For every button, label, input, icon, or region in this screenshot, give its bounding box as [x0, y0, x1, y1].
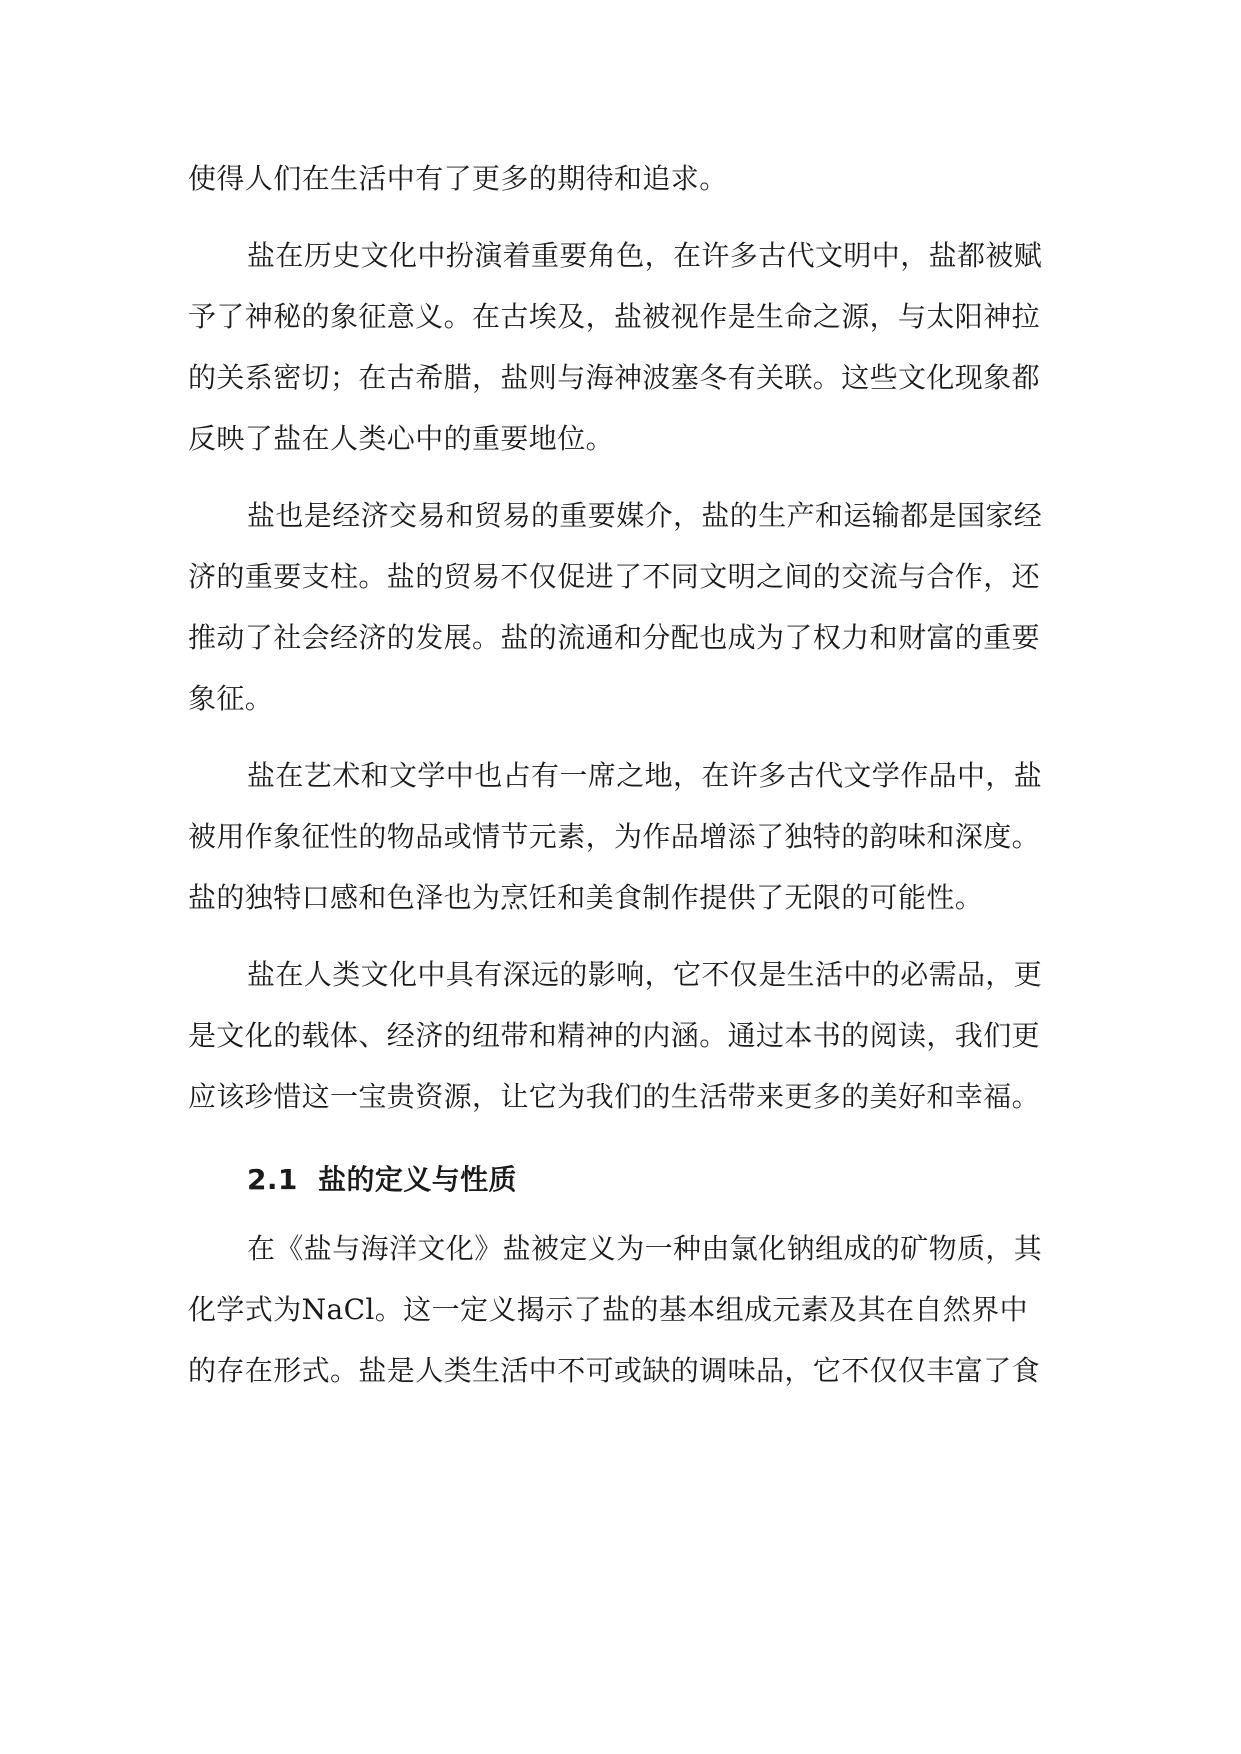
- paragraph-art-literature: [188, 745, 1058, 928]
- text-line: 盐在历史文化中扮演着重要角色，在许多古代文明中，盐都被赋: [247, 239, 1043, 272]
- paragraph-history: [188, 225, 1058, 469]
- text-line: 反映了盐在人类心中的重要地位。: [188, 422, 615, 455]
- text-line: 推动了社会经济的发展。盐的流通和分配也成为了权力和财富的重要: [188, 621, 1041, 654]
- text-line: 盐的独特口感和色泽也为烹饪和美食制作提供了无限的可能性。: [188, 881, 984, 914]
- section-title: 盐的定义与性质: [318, 1163, 517, 1196]
- paragraph-economy: [188, 485, 1058, 729]
- text-line: 盐在人类文化中具有深远的影响，它不仅是生活中的必需品，更: [247, 958, 1043, 991]
- text-line: 象征。: [188, 682, 274, 715]
- text-line: 化学式为NaCl。这一定义揭示了盐的基本组成元素及其在自然界中: [188, 1293, 1028, 1326]
- text-line: 济的重要支柱。盐的贸易不仅促进了不同文明之间的交流与合作，还: [188, 560, 1041, 593]
- text-line: 被用作象征性的物品或情节元素，为作品增添了独特的韵味和深度。: [188, 820, 1041, 853]
- paragraph-conclusion: [188, 944, 1058, 1127]
- page-body: [188, 148, 1058, 1401]
- paragraph-gap: [188, 209, 1058, 225]
- text-line: 应该珍惜这一宝贵资源，让它为我们的生活带来更多的美好和幸福。: [188, 1080, 1041, 1113]
- heading-gap: [188, 1127, 1058, 1149]
- paragraph-definition: [188, 1218, 1058, 1401]
- heading-gap: [188, 1210, 1058, 1218]
- text-line: 的关系密切；在古希腊，盐则与海神波塞冬有关联。这些文化现象都: [188, 361, 1041, 394]
- section-number: 2.1: [247, 1163, 298, 1196]
- paragraph-gap: [188, 928, 1058, 944]
- text-line: 盐也是经济交易和贸易的重要媒介，盐的生产和运输都是国家经: [247, 499, 1043, 532]
- text-line: 予了神秘的象征意义。在古埃及，盐被视作是生命之源，与太阳神拉: [188, 300, 1041, 333]
- text-line: 的存在形式。盐是人类生活中不可或缺的调味品，它不仅仅丰富了食: [188, 1354, 1041, 1387]
- section-heading: [188, 1149, 1058, 1210]
- paragraph-gap: [188, 469, 1058, 485]
- paragraph-continuation: [188, 148, 1058, 209]
- text-line: 盐在艺术和文学中也占有一席之地，在许多古代文学作品中，盐: [247, 759, 1043, 792]
- text-line: 使得人们在生活中有了更多的期待和追求。: [188, 162, 728, 195]
- text-line: 是文化的载体、经济的纽带和精神的内涵。通过本书的阅读，我们更: [188, 1019, 1041, 1052]
- paragraph-gap: [188, 729, 1058, 745]
- text-line: 在《盐与海洋文化》盐被定义为一种由氯化钠组成的矿物质，其: [247, 1232, 1043, 1265]
